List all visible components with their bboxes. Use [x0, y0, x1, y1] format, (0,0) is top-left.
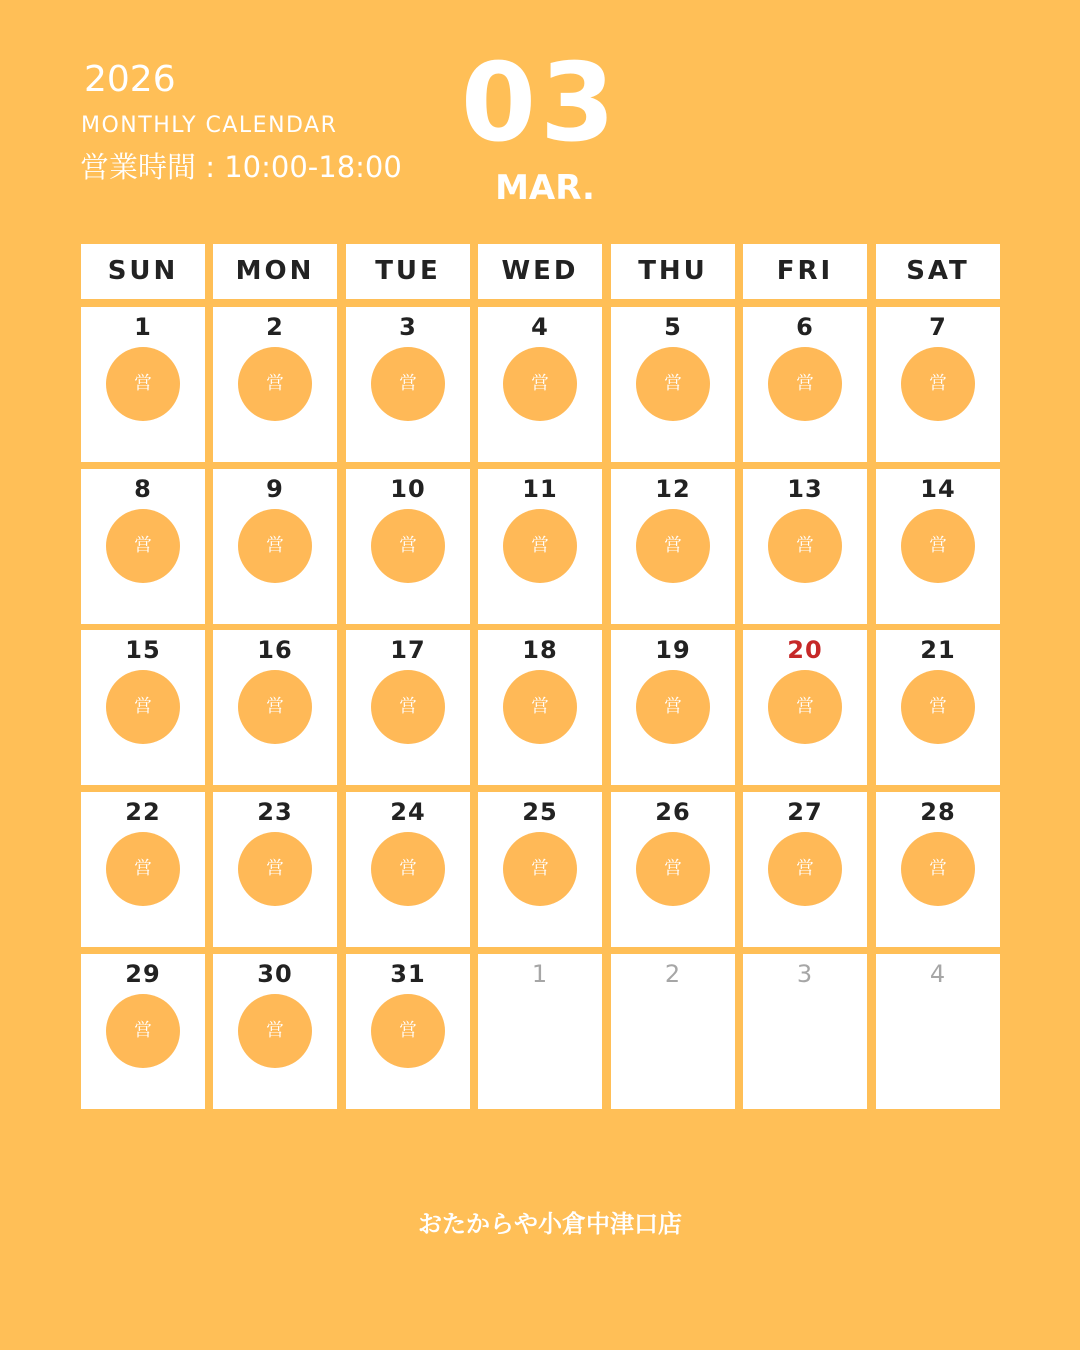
open-day-badge: 営 [106, 832, 180, 906]
day-number: 9 [266, 475, 284, 503]
calendar-day-cell [743, 307, 867, 462]
calendar-day-cell [478, 469, 602, 624]
calendar-day-cell [213, 630, 337, 785]
open-day-badge: 営 [371, 670, 445, 744]
calendar-subtitle: MONTHLY CALENDAR [81, 113, 338, 138]
open-day-badge: 営 [371, 994, 445, 1068]
next-month-day-cell [876, 954, 1000, 1109]
calendar-day-cell [346, 630, 470, 785]
calendar-day-cell [213, 307, 337, 462]
weekday-header-wed: WED [478, 244, 602, 299]
calendar-day-cell [81, 469, 205, 624]
open-day-badge: 営 [503, 670, 577, 744]
day-number: 10 [390, 475, 426, 503]
day-number: 3 [796, 960, 814, 988]
calendar-day-cell [743, 630, 867, 785]
calendar-day-cell [346, 307, 470, 462]
open-day-badge: 営 [371, 347, 445, 421]
open-day-badge: 営 [768, 509, 842, 583]
day-number: 4 [929, 960, 947, 988]
day-number: 6 [796, 313, 814, 341]
calendar-day-cell [213, 469, 337, 624]
day-number: 16 [257, 636, 293, 664]
calendar-day-cell [478, 307, 602, 462]
open-day-badge: 営 [238, 670, 312, 744]
open-day-badge: 営 [238, 347, 312, 421]
weekday-header-fri: FRI [743, 244, 867, 299]
day-number: 24 [390, 798, 426, 826]
day-number: 2 [664, 960, 682, 988]
calendar-day-cell [81, 630, 205, 785]
day-number: 23 [257, 798, 293, 826]
calendar-day-cell [81, 307, 205, 462]
calendar-day-cell [213, 954, 337, 1109]
day-number: 18 [522, 636, 558, 664]
open-day-badge: 営 [901, 832, 975, 906]
day-number: 1 [134, 313, 152, 341]
day-number: 4 [531, 313, 549, 341]
calendar-day-cell [81, 792, 205, 947]
month-name: MAR. [495, 168, 595, 208]
open-day-badge: 営 [768, 670, 842, 744]
open-day-badge: 営 [503, 347, 577, 421]
calendar-day-cell [478, 630, 602, 785]
open-day-badge: 営 [636, 670, 710, 744]
next-month-day-cell [743, 954, 867, 1109]
day-number: 15 [125, 636, 161, 664]
open-day-badge: 営 [503, 509, 577, 583]
weekday-header-mon: MON [213, 244, 337, 299]
calendar-day-cell [743, 469, 867, 624]
month-number: 03 [460, 41, 620, 166]
open-day-badge: 営 [636, 509, 710, 583]
calendar-day-cell [611, 307, 735, 462]
open-day-badge: 営 [636, 347, 710, 421]
day-number: 14 [920, 475, 956, 503]
calendar-day-cell [478, 792, 602, 947]
next-month-day-cell [611, 954, 735, 1109]
day-number: 21 [920, 636, 956, 664]
day-number: 19 [655, 636, 691, 664]
open-day-badge: 営 [901, 670, 975, 744]
calendar-day-cell [346, 469, 470, 624]
calendar-day-cell [876, 469, 1000, 624]
open-day-badge: 営 [106, 509, 180, 583]
day-number: 3 [399, 313, 417, 341]
day-number: 29 [125, 960, 161, 988]
calendar-day-cell [81, 954, 205, 1109]
calendar-day-cell [611, 469, 735, 624]
calendar-day-cell [876, 307, 1000, 462]
calendar-day-cell [346, 954, 470, 1109]
weekday-header-sun: SUN [81, 244, 205, 299]
day-number: 13 [787, 475, 823, 503]
business-hours: 営業時間 : 10:00-18:00 [80, 150, 402, 184]
open-day-badge: 営 [371, 509, 445, 583]
day-number: 28 [920, 798, 956, 826]
day-number: 1 [531, 960, 549, 988]
open-day-badge: 営 [238, 832, 312, 906]
day-number: 12 [655, 475, 691, 503]
day-number: 22 [125, 798, 161, 826]
day-number: 8 [134, 475, 152, 503]
day-number: 5 [664, 313, 682, 341]
open-day-badge: 営 [371, 832, 445, 906]
day-number: 30 [257, 960, 293, 988]
weekday-header-thu: THU [611, 244, 735, 299]
calendar-day-cell [876, 630, 1000, 785]
open-day-badge: 営 [768, 347, 842, 421]
day-number: 2 [266, 313, 284, 341]
day-number: 20 [787, 636, 823, 664]
day-number: 7 [929, 313, 947, 341]
calendar-day-cell [611, 630, 735, 785]
open-day-badge: 営 [238, 509, 312, 583]
open-day-badge: 営 [238, 994, 312, 1068]
calendar-day-cell [346, 792, 470, 947]
open-day-badge: 営 [503, 832, 577, 906]
day-number: 26 [655, 798, 691, 826]
day-number: 11 [522, 475, 558, 503]
weekday-header-tue: TUE [346, 244, 470, 299]
weekday-header-sat: SAT [876, 244, 1000, 299]
open-day-badge: 営 [901, 347, 975, 421]
open-day-badge: 営 [901, 509, 975, 583]
calendar-year: 2026 [84, 59, 176, 100]
open-day-badge: 営 [636, 832, 710, 906]
day-number: 17 [390, 636, 426, 664]
next-month-day-cell [478, 954, 602, 1109]
store-name: おたからや小倉中津口店 [418, 1210, 682, 1238]
day-number: 25 [522, 798, 558, 826]
calendar-day-cell [743, 792, 867, 947]
open-day-badge: 営 [106, 347, 180, 421]
calendar-day-cell [611, 792, 735, 947]
day-number: 27 [787, 798, 823, 826]
day-number: 31 [390, 960, 426, 988]
calendar-day-cell [213, 792, 337, 947]
open-day-badge: 営 [768, 832, 842, 906]
open-day-badge: 営 [106, 994, 180, 1068]
open-day-badge: 営 [106, 670, 180, 744]
calendar-day-cell [876, 792, 1000, 947]
